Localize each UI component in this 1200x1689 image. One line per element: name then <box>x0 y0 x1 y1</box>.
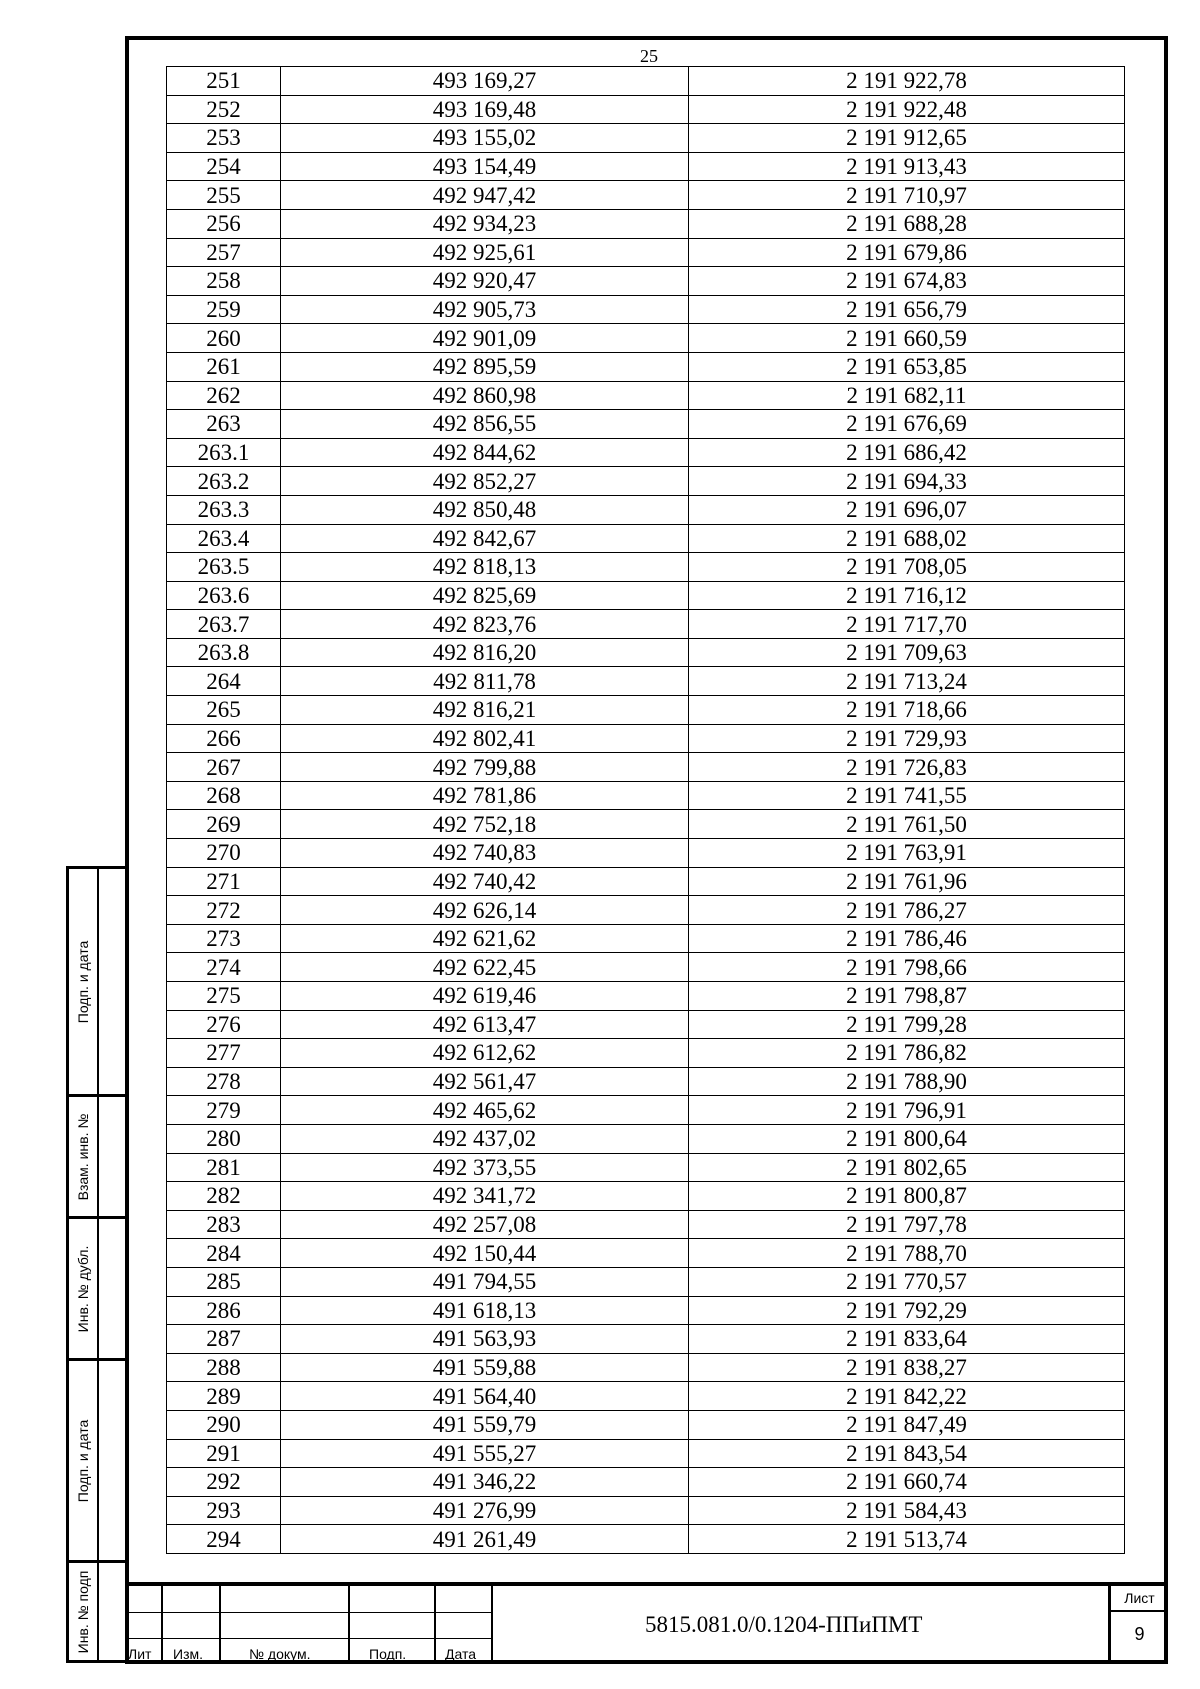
x-coordinate-cell: 492 799,88 <box>281 753 689 782</box>
x-coordinate-cell: 492 612,62 <box>281 1039 689 1068</box>
y-coordinate-cell: 2 191 796,91 <box>689 1096 1125 1125</box>
y-coordinate-cell: 2 191 922,78 <box>689 67 1125 96</box>
x-coordinate-cell: 492 947,42 <box>281 181 689 210</box>
x-coordinate-cell: 492 852,27 <box>281 467 689 496</box>
coordinates-table-body <box>167 67 1125 1554</box>
table-row <box>167 524 1125 553</box>
point-number-cell: 278 <box>167 1067 281 1096</box>
x-coordinate-cell: 492 622,45 <box>281 953 689 982</box>
y-coordinate-cell: 2 191 842,22 <box>689 1382 1125 1411</box>
y-coordinate-cell: 2 191 717,70 <box>689 610 1125 639</box>
point-number-cell: 275 <box>167 982 281 1011</box>
title-block-grid <box>125 1586 491 1664</box>
x-coordinate-cell: 492 740,42 <box>281 867 689 896</box>
x-coordinate-cell: 492 619,46 <box>281 982 689 1011</box>
y-coordinate-cell: 2 191 798,66 <box>689 953 1125 982</box>
point-number-cell: 266 <box>167 724 281 753</box>
x-coordinate-cell: 491 555,27 <box>281 1439 689 1468</box>
x-coordinate-cell: 491 346,22 <box>281 1468 689 1497</box>
table-row <box>167 410 1125 439</box>
y-coordinate-cell: 2 191 788,70 <box>689 1239 1125 1268</box>
point-number-cell: 252 <box>167 95 281 124</box>
point-number-cell: 279 <box>167 1096 281 1125</box>
y-coordinate-cell: 2 191 682,11 <box>689 381 1125 410</box>
y-coordinate-cell: 2 191 922,48 <box>689 95 1125 124</box>
table-row <box>167 1468 1125 1497</box>
y-coordinate-cell: 2 191 709,63 <box>689 638 1125 667</box>
point-number-cell: 288 <box>167 1353 281 1382</box>
point-number-cell: 263.4 <box>167 524 281 553</box>
point-number-cell: 263.3 <box>167 495 281 524</box>
table-row <box>167 1353 1125 1382</box>
point-number-cell: 260 <box>167 324 281 353</box>
table-row <box>167 724 1125 753</box>
y-coordinate-cell: 2 191 798,87 <box>689 982 1125 1011</box>
y-coordinate-cell: 2 191 676,69 <box>689 410 1125 439</box>
y-coordinate-cell: 2 191 913,43 <box>689 152 1125 181</box>
x-coordinate-cell: 493 155,02 <box>281 124 689 153</box>
x-coordinate-cell: 492 844,62 <box>281 438 689 467</box>
point-number-cell: 262 <box>167 381 281 410</box>
point-number-cell: 254 <box>167 152 281 181</box>
point-number-cell: 264 <box>167 667 281 696</box>
point-number-cell: 253 <box>167 124 281 153</box>
y-coordinate-cell: 2 191 660,74 <box>689 1468 1125 1497</box>
side-label: Инв. № подп <box>75 1570 91 1653</box>
point-number-cell: 281 <box>167 1153 281 1182</box>
table-row <box>167 867 1125 896</box>
table-row <box>167 553 1125 582</box>
point-number-cell: 270 <box>167 839 281 868</box>
label-doc-number: № докум. <box>249 1646 311 1662</box>
x-coordinate-cell: 492 825,69 <box>281 581 689 610</box>
y-coordinate-cell: 2 191 688,28 <box>689 209 1125 238</box>
side-label: Подп. и дата <box>75 1419 91 1502</box>
point-number-cell: 289 <box>167 1382 281 1411</box>
x-coordinate-cell: 492 823,76 <box>281 610 689 639</box>
point-number-cell: 282 <box>167 1182 281 1211</box>
point-number-cell: 291 <box>167 1439 281 1468</box>
x-coordinate-cell: 492 341,72 <box>281 1182 689 1211</box>
x-coordinate-cell: 492 925,61 <box>281 238 689 267</box>
y-coordinate-cell: 2 191 708,05 <box>689 553 1125 582</box>
x-coordinate-cell: 492 818,13 <box>281 553 689 582</box>
point-number-cell: 283 <box>167 1210 281 1239</box>
table-row <box>167 839 1125 868</box>
table-row <box>167 352 1125 381</box>
table-row <box>167 696 1125 725</box>
x-coordinate-cell: 491 564,40 <box>281 1382 689 1411</box>
table-row <box>167 267 1125 296</box>
x-coordinate-cell: 492 860,98 <box>281 381 689 410</box>
y-coordinate-cell: 2 191 761,96 <box>689 867 1125 896</box>
x-coordinate-cell: 492 811,78 <box>281 667 689 696</box>
y-coordinate-cell: 2 191 770,57 <box>689 1267 1125 1296</box>
y-coordinate-cell: 2 191 653,85 <box>689 352 1125 381</box>
x-coordinate-cell: 492 905,73 <box>281 295 689 324</box>
y-coordinate-cell: 2 191 696,07 <box>689 495 1125 524</box>
y-coordinate-cell: 2 191 513,74 <box>689 1525 1125 1554</box>
point-number-cell: 263.8 <box>167 638 281 667</box>
x-coordinate-cell: 491 559,88 <box>281 1353 689 1382</box>
y-coordinate-cell: 2 191 800,64 <box>689 1124 1125 1153</box>
table-row <box>167 1210 1125 1239</box>
sheet-number: 9 <box>1134 1624 1145 1644</box>
side-cell-sign-date-1 <box>69 869 125 1094</box>
point-number-cell: 284 <box>167 1239 281 1268</box>
table-row <box>167 209 1125 238</box>
table-row <box>167 667 1125 696</box>
label-izm: Изм. <box>173 1646 203 1662</box>
y-coordinate-cell: 2 191 726,83 <box>689 753 1125 782</box>
side-cell-dup-inv <box>69 1216 125 1358</box>
x-coordinate-cell: 492 437,02 <box>281 1124 689 1153</box>
side-label: Подп. и дата <box>75 940 91 1023</box>
x-coordinate-cell: 492 934,23 <box>281 209 689 238</box>
x-coordinate-cell: 491 618,13 <box>281 1296 689 1325</box>
table-row <box>167 124 1125 153</box>
point-number-cell: 268 <box>167 781 281 810</box>
point-number-cell: 293 <box>167 1496 281 1525</box>
table-row <box>167 753 1125 782</box>
x-coordinate-cell: 491 559,79 <box>281 1410 689 1439</box>
x-coordinate-cell: 492 465,62 <box>281 1096 689 1125</box>
point-number-cell: 265 <box>167 696 281 725</box>
coordinates-table <box>166 66 1125 1554</box>
table-row <box>167 1153 1125 1182</box>
y-coordinate-cell: 2 191 912,65 <box>689 124 1125 153</box>
table-row <box>167 810 1125 839</box>
label-date: Дата <box>445 1646 477 1662</box>
table-row <box>167 1010 1125 1039</box>
table-row <box>167 638 1125 667</box>
x-coordinate-cell: 492 561,47 <box>281 1067 689 1096</box>
point-number-cell: 263.1 <box>167 438 281 467</box>
point-number-cell: 256 <box>167 209 281 238</box>
x-coordinate-cell: 491 276,99 <box>281 1496 689 1525</box>
y-coordinate-cell: 2 191 729,93 <box>689 724 1125 753</box>
y-coordinate-cell: 2 191 656,79 <box>689 295 1125 324</box>
y-coordinate-cell: 2 191 786,27 <box>689 896 1125 925</box>
point-number-cell: 287 <box>167 1325 281 1354</box>
table-row <box>167 1124 1125 1153</box>
table-row <box>167 238 1125 267</box>
point-number-cell: 280 <box>167 1124 281 1153</box>
table-row <box>167 1039 1125 1068</box>
table-row <box>167 1096 1125 1125</box>
table-row <box>167 381 1125 410</box>
point-number-cell: 259 <box>167 295 281 324</box>
table-row <box>167 1296 1125 1325</box>
table-row <box>167 924 1125 953</box>
side-cell-sign-date-2 <box>69 1358 125 1560</box>
table-row <box>167 1239 1125 1268</box>
y-coordinate-cell: 2 191 802,65 <box>689 1153 1125 1182</box>
table-row <box>167 1267 1125 1296</box>
table-row <box>167 1325 1125 1354</box>
table-row <box>167 1067 1125 1096</box>
y-coordinate-cell: 2 191 792,29 <box>689 1296 1125 1325</box>
table-row <box>167 1182 1125 1211</box>
y-coordinate-cell: 2 191 686,42 <box>689 438 1125 467</box>
point-number-cell: 277 <box>167 1039 281 1068</box>
label-lit: Лит <box>128 1646 152 1662</box>
y-coordinate-cell: 2 191 847,49 <box>689 1410 1125 1439</box>
point-number-cell: 272 <box>167 896 281 925</box>
point-number-cell: 271 <box>167 867 281 896</box>
table-row <box>167 1525 1125 1554</box>
y-coordinate-cell: 2 191 843,54 <box>689 1439 1125 1468</box>
x-coordinate-cell: 492 613,47 <box>281 1010 689 1039</box>
point-number-cell: 294 <box>167 1525 281 1554</box>
point-number-cell: 269 <box>167 810 281 839</box>
point-number-cell: 290 <box>167 1410 281 1439</box>
y-coordinate-cell: 2 191 694,33 <box>689 467 1125 496</box>
x-coordinate-cell: 493 169,27 <box>281 67 689 96</box>
table-row <box>167 610 1125 639</box>
y-coordinate-cell: 2 191 788,90 <box>689 1067 1125 1096</box>
y-coordinate-cell: 2 191 679,86 <box>689 238 1125 267</box>
table-row <box>167 581 1125 610</box>
table-row <box>167 1410 1125 1439</box>
point-number-cell: 263.5 <box>167 553 281 582</box>
document-code: 5815.081.0/0.1204-ППиПМТ <box>645 1612 923 1637</box>
y-coordinate-cell: 2 191 761,50 <box>689 810 1125 839</box>
side-cell-orig-inv <box>69 1560 125 1660</box>
x-coordinate-cell: 492 850,48 <box>281 495 689 524</box>
y-coordinate-cell: 2 191 688,02 <box>689 524 1125 553</box>
y-coordinate-cell: 2 191 797,78 <box>689 1210 1125 1239</box>
y-coordinate-cell: 2 191 713,24 <box>689 667 1125 696</box>
y-coordinate-cell: 2 191 833,64 <box>689 1325 1125 1354</box>
point-number-cell: 261 <box>167 352 281 381</box>
x-coordinate-cell: 493 169,48 <box>281 95 689 124</box>
x-coordinate-cell: 491 261,49 <box>281 1525 689 1554</box>
table-row <box>167 982 1125 1011</box>
table-row <box>167 152 1125 181</box>
point-number-cell: 251 <box>167 67 281 96</box>
y-coordinate-cell: 2 191 584,43 <box>689 1496 1125 1525</box>
point-number-cell: 257 <box>167 238 281 267</box>
x-coordinate-cell: 492 802,41 <box>281 724 689 753</box>
point-number-cell: 263.2 <box>167 467 281 496</box>
sheet-box <box>1108 1586 1168 1664</box>
x-coordinate-cell: 492 816,21 <box>281 696 689 725</box>
y-coordinate-cell: 2 191 763,91 <box>689 839 1125 868</box>
point-number-cell: 285 <box>167 1267 281 1296</box>
x-coordinate-cell: 492 752,18 <box>281 810 689 839</box>
x-coordinate-cell: 492 816,20 <box>281 638 689 667</box>
page-number: 25 <box>640 46 658 66</box>
y-coordinate-cell: 2 191 838,27 <box>689 1353 1125 1382</box>
x-coordinate-cell: 492 842,67 <box>281 524 689 553</box>
point-number-cell: 263.7 <box>167 610 281 639</box>
y-coordinate-cell: 2 191 741,55 <box>689 781 1125 810</box>
x-coordinate-cell: 491 563,93 <box>281 1325 689 1354</box>
table-row <box>167 67 1125 96</box>
table-row <box>167 1439 1125 1468</box>
point-number-cell: 274 <box>167 953 281 982</box>
table-row <box>167 953 1125 982</box>
side-cell-replace-inv <box>69 1094 125 1216</box>
table-row <box>167 181 1125 210</box>
y-coordinate-cell: 2 191 800,87 <box>689 1182 1125 1211</box>
table-row <box>167 495 1125 524</box>
y-coordinate-cell: 2 191 660,59 <box>689 324 1125 353</box>
x-coordinate-cell: 491 794,55 <box>281 1267 689 1296</box>
title-block <box>125 1582 1168 1664</box>
table-row <box>167 1496 1125 1525</box>
table-row <box>167 438 1125 467</box>
x-coordinate-cell: 492 621,62 <box>281 924 689 953</box>
table-row <box>167 95 1125 124</box>
side-stamp-strip <box>66 866 125 1663</box>
x-coordinate-cell: 492 856,55 <box>281 410 689 439</box>
side-label: Инв. № дубл. <box>75 1245 91 1332</box>
point-number-cell: 267 <box>167 753 281 782</box>
x-coordinate-cell: 492 895,59 <box>281 352 689 381</box>
x-coordinate-cell: 492 150,44 <box>281 1239 689 1268</box>
table-row <box>167 295 1125 324</box>
x-coordinate-cell: 492 781,86 <box>281 781 689 810</box>
x-coordinate-cell: 492 373,55 <box>281 1153 689 1182</box>
table-row <box>167 896 1125 925</box>
x-coordinate-cell: 492 257,08 <box>281 1210 689 1239</box>
y-coordinate-cell: 2 191 716,12 <box>689 581 1125 610</box>
sheet-label: Лист <box>1124 1590 1155 1606</box>
point-number-cell: 292 <box>167 1468 281 1497</box>
table-row <box>167 324 1125 353</box>
x-coordinate-cell: 492 920,47 <box>281 267 689 296</box>
point-number-cell: 273 <box>167 924 281 953</box>
side-label: Взам. инв. № <box>75 1113 91 1200</box>
table-row <box>167 467 1125 496</box>
table-row <box>167 781 1125 810</box>
x-coordinate-cell: 492 626,14 <box>281 896 689 925</box>
y-coordinate-cell: 2 191 786,46 <box>689 924 1125 953</box>
point-number-cell: 263 <box>167 410 281 439</box>
y-coordinate-cell: 2 191 718,66 <box>689 696 1125 725</box>
y-coordinate-cell: 2 191 799,28 <box>689 1010 1125 1039</box>
point-number-cell: 263.6 <box>167 581 281 610</box>
y-coordinate-cell: 2 191 786,82 <box>689 1039 1125 1068</box>
label-signature: Подп. <box>369 1646 407 1662</box>
point-number-cell: 258 <box>167 267 281 296</box>
table-row <box>167 1382 1125 1411</box>
point-number-cell: 255 <box>167 181 281 210</box>
point-number-cell: 276 <box>167 1010 281 1039</box>
y-coordinate-cell: 2 191 674,83 <box>689 267 1125 296</box>
y-coordinate-cell: 2 191 710,97 <box>689 181 1125 210</box>
point-number-cell: 286 <box>167 1296 281 1325</box>
x-coordinate-cell: 492 740,83 <box>281 839 689 868</box>
x-coordinate-cell: 493 154,49 <box>281 152 689 181</box>
x-coordinate-cell: 492 901,09 <box>281 324 689 353</box>
